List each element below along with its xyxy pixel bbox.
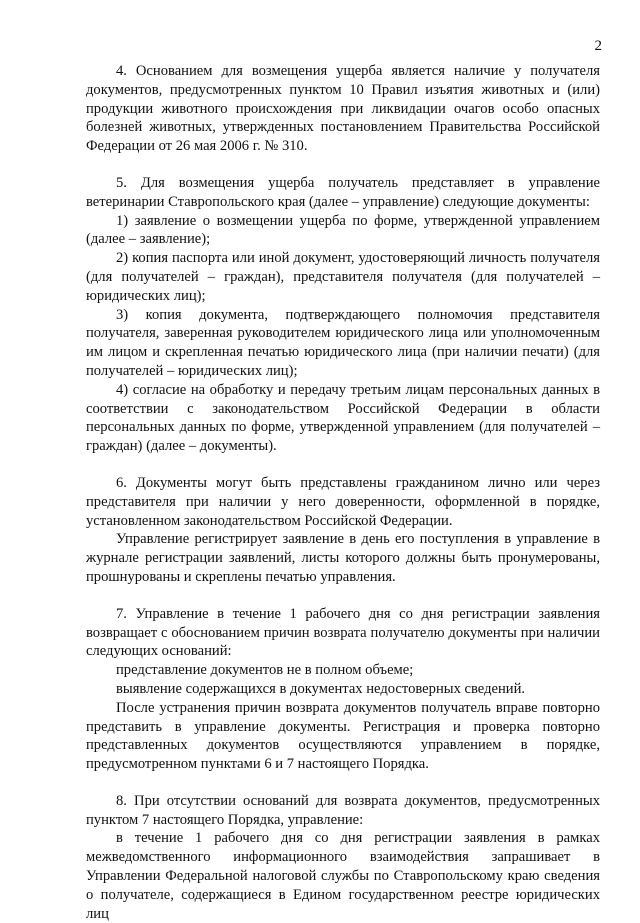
paragraph-6-registration: Управление регистрирует заявление в день его поступления в управление в журнале регистрации заявлений, листы которого должны быть пронумерованы, прошнурованы и скреплены печатью управления. [86, 531, 600, 585]
paragraph-5: 5. Для возмещения ущерба получатель представляет в управление ветеринарии Ставропольского края (далее – управление) следующие документы: [86, 174, 600, 210]
paragraph-5-item-2: 2) копия паспорта или иной документ, удостоверяющий личность получателя (для получателей – граждан), представителя получателя (для получателей – юридических лиц); [86, 250, 600, 304]
paragraph-8: 8. При отсутствии оснований для возврата документов, предусмотренных пунктом 7 настоящего Порядка, управление: [86, 792, 600, 828]
paragraph-7-reason-2: выявление содержащихся в документах недостоверных сведений. [116, 680, 526, 697]
paragraph-8-request: в течение 1 рабочего дня со дня регистрации заявления в рамках межведомственного информационного взаимодействия запрашивает в Управлении Федеральной налоговой службы по Ставропольскому краю сведения о получателе, содержащиеся в Едином государственном реестре юридических лиц [86, 830, 600, 922]
page-number: 2 [594, 38, 602, 54]
paragraph-5-item-3: 3) копия документа, подтверждающего полномочия представителя получателя, заверенная руководителем юридического лица или уполномоченным им лицом и скрепленная печатью юридического лица (при наличии печати) (для получателей – юридических лиц); [86, 306, 600, 379]
paragraph-7-resubmission: После устранения причин возврата документов получатель вправе повторно представить в управление документы. Регистрация и проверка повторно представленных документов осуществляются управлением в порядке, предусмотренном пунктами 6 и 7 настоящего Порядка. [86, 699, 600, 773]
paragraph-4: 4. Основанием для возмещения ущерба является наличие у получателя документов, предусмотренных пунктом 10 Правил изъятия животных и (или) продукции животного происхождения при ликвидации очагов особо опасных болезней животных, утвержденных постановлением Правительства Российской Федерации от 26 мая 2006 г. № 310. [86, 63, 600, 155]
paragraph-7: 7. Управление в течение 1 рабочего дня со дня регистрации заявления возвращает с обоснованием причин возврата получателю документы при наличии следующих оснований: [86, 605, 600, 660]
paragraph-5-item-4: 4) согласие на обработку и передачу третьим лицам персональных данных в соответствии с законодательством Российской Федерации в области персональных данных по форме, утвержденной управлением (для получателей – граждан) (далее – документы). [86, 381, 600, 455]
paragraph-7-reason-1: представление документов не в полном объеме; [116, 662, 414, 679]
paragraph-5-item-1: 1) заявление о возмещении ущерба по форме, утвержденной управлением (далее – заявление); [86, 212, 600, 248]
paragraph-6: 6. Документы могут быть представлены гражданином лично или через представителя при наличии у него доверенности, оформленной в порядке, установленном законодательством Российской Федерации. [86, 474, 600, 529]
